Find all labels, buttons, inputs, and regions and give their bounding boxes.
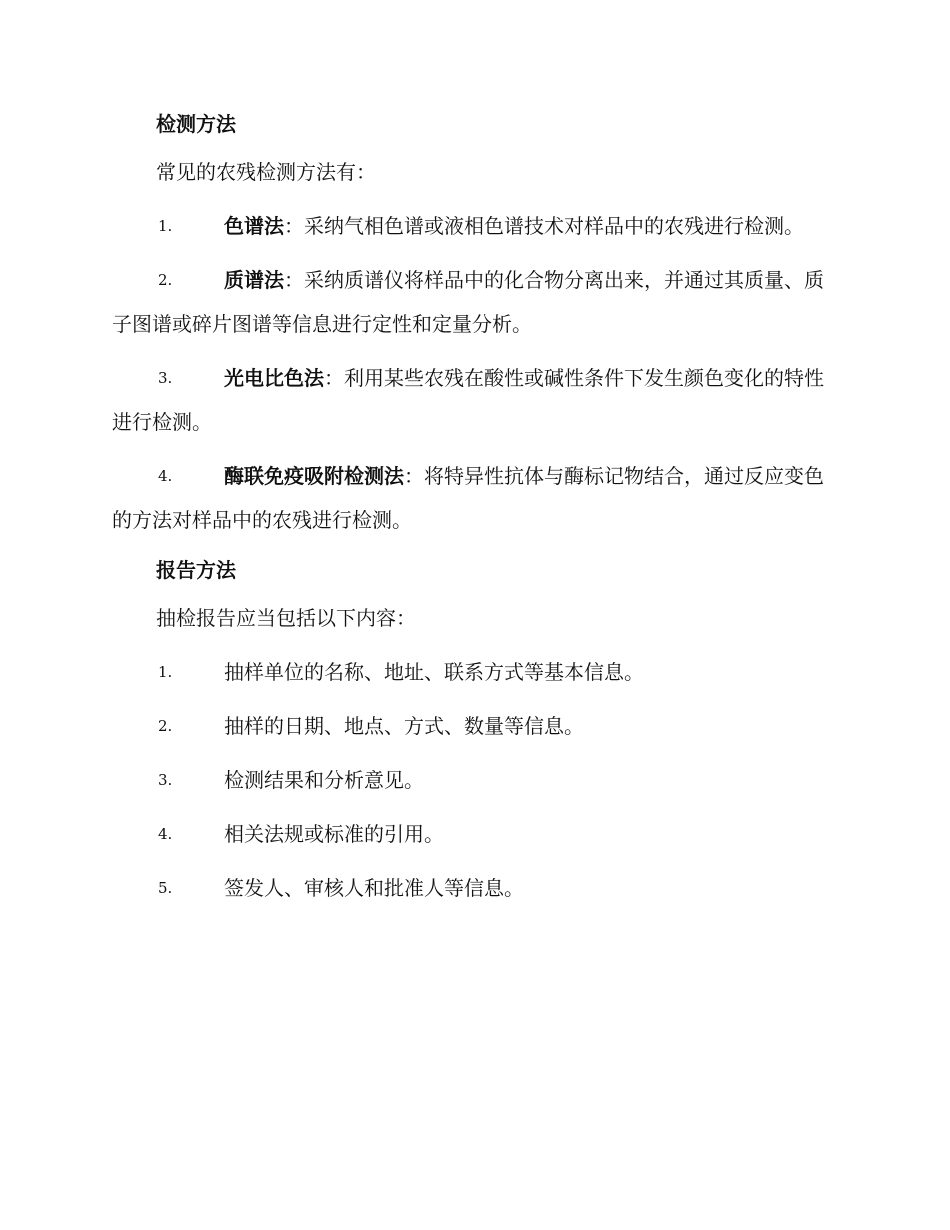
list-item	[112, 812, 836, 856]
list-number: 2.	[158, 717, 173, 735]
list-number: 1.	[158, 663, 173, 681]
list-number: 4.	[158, 467, 173, 485]
section-heading-report-methods: 报告方法	[156, 558, 236, 582]
list-number: 4.	[158, 825, 173, 843]
section-heading-detection-methods: 检测方法	[156, 112, 236, 136]
method-description: 利用某些农残在酸性或碱性条件下发生颜色变化的特性进行检测。	[112, 366, 824, 434]
term-separator: ：	[284, 268, 304, 292]
list-item	[112, 258, 836, 346]
list-number: 2.	[158, 271, 173, 289]
term-separator: ：	[324, 366, 344, 390]
method-term: 光电比色法	[224, 366, 324, 390]
list-item	[112, 356, 836, 444]
list-number: 5.	[158, 879, 173, 897]
method-description: 采纳气相色谱或液相色谱技术对样品中的农残进行检测。	[304, 214, 804, 238]
term-separator: ：	[284, 214, 304, 238]
detection-intro: 常见的农残检测方法有：	[156, 160, 376, 184]
list-item	[112, 204, 836, 248]
report-item-text: 抽样单位的名称、地址、联系方式等基本信息。	[224, 660, 644, 684]
report-intro: 抽检报告应当包括以下内容：	[156, 606, 416, 630]
report-item-text: 抽样的日期、地点、方式、数量等信息。	[224, 714, 584, 738]
method-term: 酶联免疫吸附检测法	[224, 464, 404, 488]
method-term: 色谱法	[224, 214, 284, 238]
list-item	[112, 758, 836, 802]
report-item-text: 相关法规或标准的引用。	[224, 822, 444, 846]
method-description: 采纳质谱仪将样品中的化合物分离出来，并通过其质量、质子图谱或碎片图谱等信息进行定性和定量分析。	[112, 268, 824, 336]
report-item-text: 签发人、审核人和批准人等信息。	[224, 876, 524, 900]
list-number: 3.	[158, 771, 173, 789]
list-item	[112, 650, 836, 694]
list-item	[112, 866, 836, 910]
method-description: 将特异性抗体与酶标记物结合，通过反应变色的方法对样品中的农残进行检测。	[112, 464, 824, 532]
document-content	[112, 108, 836, 910]
list-number: 3.	[158, 369, 173, 387]
list-item	[112, 454, 836, 542]
method-term: 质谱法	[224, 268, 284, 292]
list-item	[112, 704, 836, 748]
report-item-text: 检测结果和分析意见。	[224, 768, 424, 792]
list-number: 1.	[158, 217, 173, 235]
term-separator: ：	[404, 464, 424, 488]
